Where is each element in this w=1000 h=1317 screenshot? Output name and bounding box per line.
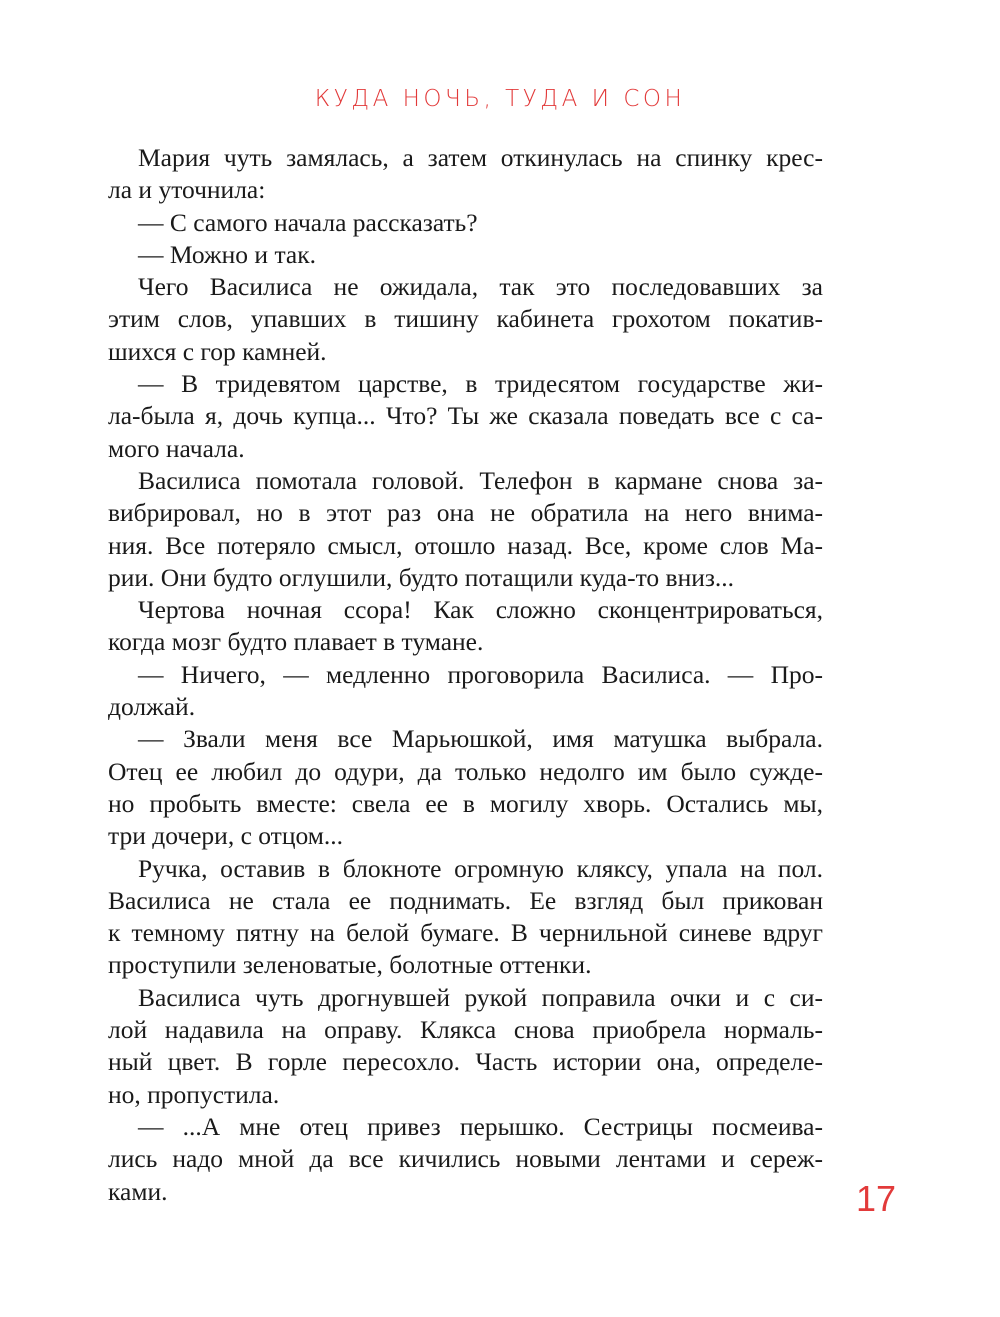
text-line: проступили зеленоватые, болотные оттенки. [108, 950, 592, 980]
text-line: — Ничего, — медленно проговорила Василиса. — Про- [138, 659, 823, 689]
page-number: 17 [855, 1178, 896, 1219]
text-line: вибрировал, но в этот раз она не обратила на него внима- [108, 498, 823, 528]
text-line: этим слов, упавших в тишину кабинета грохотом покатив- [108, 304, 823, 334]
body-text [108, 142, 823, 1208]
text-line: Отец ее любил до одури, да только недолго им было сужде- [108, 756, 823, 786]
text-line: рии. Они будто оглушили, будто потащили куда-то вниз... [108, 562, 735, 592]
text-line: Чего Василиса не ожидала, так это последовавших за [138, 272, 823, 302]
text-line: — Звали меня все Марьюшкой, имя матушка выбрала. [138, 724, 823, 754]
text-line: ния. Все потеряло смысл, отошло назад. Все, кроме слов Ма- [108, 530, 823, 560]
text-line: Мария чуть замялась, а затем откинулась на спинку крес- [138, 143, 823, 172]
text-line: должай. [108, 692, 196, 722]
text-line: но пробыть вместе: свела ее в могилу хворь. Остались мы, [108, 788, 823, 818]
text-line: к темному пятну на белой бумаге. В чернильной синеве вдруг [108, 918, 823, 948]
text-line: Василиса помотала головой. Телефон в кармане снова за- [138, 465, 823, 495]
text-line: Ручка, оставив в блокноте огромную кляксу, упала на пол. [138, 853, 823, 883]
text-line: Василиса чуть дрогнувшей рукой поправила очки и с си- [138, 982, 823, 1012]
text-line: когда мозг будто плавает в тумане. [108, 627, 484, 657]
text-line: но, пропустила. [108, 1079, 280, 1109]
text-line: ла и уточнила: [108, 175, 266, 205]
text-line: — С самого начала рассказать? [138, 207, 478, 237]
text-line: шихся с гор камней. [108, 336, 327, 366]
text-line: лой надавила на оправу. Клякса снова приобрела нормаль- [108, 1015, 823, 1045]
text-line: ный цвет. В горле пересохло. Часть истории она, определе- [108, 1047, 823, 1077]
text-line: лись надо мной да все кичились новыми лентами и сереж- [108, 1144, 823, 1174]
text-line: ла-была я, дочь купца... Что? Ты же сказала поведать все с са- [108, 401, 823, 431]
text-line: — Можно и так. [138, 239, 316, 269]
running-head: КУДА НОЧЬ, ТУДА И СОН [314, 86, 686, 112]
text-line: ками. [108, 1176, 168, 1206]
text-line: — В тридевятом царстве, в тридесятом государстве жи- [138, 369, 823, 399]
text-line: Чертова ночная ссора! Как сложно сконцентрироваться, [138, 595, 823, 625]
text-line: три дочери, с отцом... [108, 821, 344, 851]
text-line: — ...А мне отец привез перышко. Сестрицы посмеива- [138, 1111, 823, 1141]
text-line: Василиса не стала ее поднимать. Ее взгляд был прикован [108, 885, 823, 915]
text-line: мого начала. [108, 433, 245, 463]
